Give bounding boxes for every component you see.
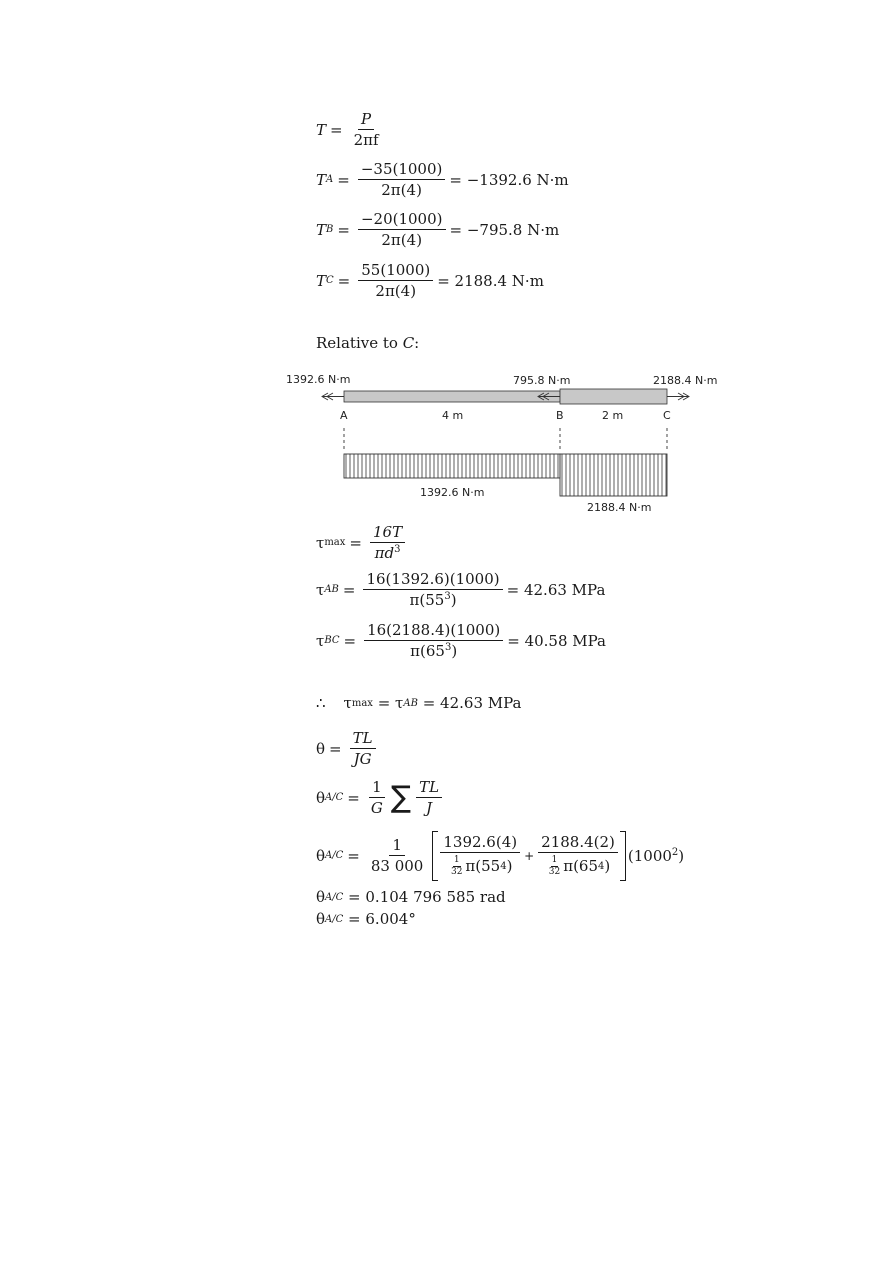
shear-bc-fraction <box>364 623 503 659</box>
den-symbol: πd <box>374 544 395 562</box>
numerator: P <box>358 112 374 130</box>
denominator: JG <box>353 750 372 768</box>
theta-symbol: θ <box>316 910 326 928</box>
length-label-ab: 4 m <box>442 409 464 422</box>
twist-sum-formula: θ A/C = $\frac{1}{G}$ ∑ $\frac{TL}{J}$ <box>316 780 446 816</box>
den-base: π(55 <box>409 591 445 609</box>
tau-symbol: τ <box>316 533 325 552</box>
numerator: 16(1392.6)(1000) <box>363 572 502 590</box>
torque-b-equation: T B = $\frac{-20(1000)}{2\pi(4)}$ = −795.8 N·m <box>316 210 560 249</box>
small-numerator: 1 <box>551 855 558 865</box>
twist-formula <box>316 731 380 767</box>
den-base: π(65 <box>410 642 445 660</box>
tau-symbol: τ <box>316 580 325 599</box>
equals-sign: = <box>349 533 362 552</box>
shear-bc-equation: τ BC = $\frac{16(2188.4)(1000)}{\pi(65^3)}$ = 40.58 MPa <box>316 621 607 660</box>
factor-close: ) <box>678 846 685 865</box>
twist-fraction <box>350 731 376 767</box>
den-base: π(55 <box>465 857 501 875</box>
numerator: −35(1000) <box>358 162 446 180</box>
den-exponent: 3 <box>394 544 401 555</box>
torque-symbol: T <box>316 120 327 139</box>
equals-sign: = <box>343 631 357 650</box>
denominator <box>372 543 404 561</box>
internal-torque-ab <box>344 454 560 478</box>
internal-label-bc: 2188.4 N·m <box>587 501 652 514</box>
denominator: 2πf <box>353 131 379 149</box>
torque-label-a: 1392.6 N·m <box>286 373 351 386</box>
relative-suffix: : <box>414 334 420 352</box>
tau-symbol: τ <box>343 694 352 712</box>
theta-symbol: θ <box>316 846 326 865</box>
summation-symbol: ∑ <box>390 780 412 815</box>
torque-arrow-c <box>667 393 689 400</box>
term-ab-fraction <box>440 835 520 877</box>
tau-ab-ref: = τ <box>372 694 404 712</box>
numerator: 55(1000) <box>358 263 433 281</box>
length-label-bc: 2 m <box>602 409 624 422</box>
point-label-a: A <box>340 409 348 422</box>
relative-point: C <box>402 334 415 352</box>
small-denominator: 32 <box>450 867 463 877</box>
shear-ab-equation: τ AB = $\frac{16(1392.6)(1000)}{\pi(55^3)}$ = 42.63 MPa <box>316 570 606 609</box>
equals-sign: = <box>330 120 343 139</box>
numerator: TL <box>416 780 442 798</box>
numerator: 1392.6(4) <box>440 835 520 853</box>
torque-label-c: 2188.4 N·m <box>653 374 718 387</box>
point-label-b: B <box>556 409 564 422</box>
den-exponent: 3 <box>444 642 452 653</box>
twist-numeric-equation: θ A/C = $\frac{1}{83 000}$ 1392.6(4) $\frac{1}{32}$ π(55 4 ) + 2188.4(2) $\frac{1}{32}$ π(65 4 ) (1000$^2$) <box>316 831 684 881</box>
torque-c-equation: T C = $\frac{55(1000)}{2\pi(4)}$ = 2188.4 N·m <box>316 261 544 300</box>
one-over-32 <box>450 856 463 877</box>
factor-exponent: 2 <box>671 846 679 858</box>
tl-over-j-fraction <box>416 780 442 816</box>
denominator: 2π(4) <box>375 282 417 300</box>
torque-symbol: T <box>316 170 327 189</box>
den-close: ) <box>450 591 457 609</box>
numerator: 16T <box>370 525 405 543</box>
factor-base: (1000 <box>627 846 672 865</box>
den-close: ) <box>451 642 458 660</box>
therefore-symbol: ∴ <box>316 694 326 712</box>
theta-symbol: θ <box>316 739 326 758</box>
shear-ab-result: = 42.63 MPa <box>506 580 606 599</box>
denominator: 2π(4) <box>381 231 423 249</box>
denominator: 83 000 <box>370 857 424 875</box>
denominator: J <box>426 799 433 817</box>
denominator: G <box>370 799 383 817</box>
denominator: 2π(4) <box>381 181 422 199</box>
numerator: 1 <box>389 838 405 856</box>
den-close: ) <box>604 857 611 875</box>
relative-prefix: Relative to <box>316 334 403 352</box>
internal-label-ab: 1392.6 N·m <box>420 486 485 499</box>
torque-diagram <box>0 0 893 520</box>
unit-factor <box>627 846 685 865</box>
one-over-32 <box>548 856 561 877</box>
twist-deg-value: = 6.004° <box>343 910 416 928</box>
plus-sign: + <box>524 849 535 863</box>
numerator: −20(1000) <box>358 212 446 230</box>
twist-rad-value: = 0.104 796 585 rad <box>343 888 506 906</box>
shear-ab-fraction <box>363 572 502 608</box>
torque-a-result: = −1392.6 N·m <box>449 170 569 189</box>
max-shear-result: = 42.63 MPa <box>417 694 522 712</box>
denominator <box>407 590 460 608</box>
small-numerator: 1 <box>453 855 460 865</box>
shear-bc-result: = 40.58 MPa <box>507 631 607 650</box>
equals-sign: = <box>329 739 342 758</box>
shear-fraction <box>370 525 405 561</box>
max-shear-conclusion: ∴ τ max = τ AB = 42.63 MPa <box>316 694 522 712</box>
twist-result-deg: θ A/C = 6.004° <box>316 910 416 928</box>
theta-symbol: θ <box>316 788 326 807</box>
torque-b-result: = −795.8 N·m <box>449 220 560 239</box>
term-bc-fraction <box>538 835 618 877</box>
guide-lines <box>344 428 667 449</box>
internal-torque-bc <box>560 454 667 496</box>
shaft-segment-ab <box>344 391 560 402</box>
shaft-segment-bc <box>560 389 667 404</box>
torque-arrow-a <box>322 393 344 400</box>
denominator: $\frac{1}{32}$ π(65 4 ) <box>548 855 611 877</box>
torque-symbol: T <box>316 220 327 239</box>
inverse-g-fraction <box>368 780 386 816</box>
torque-symbol: T <box>316 271 327 290</box>
tau-symbol: τ <box>316 631 325 650</box>
den-close: ) <box>506 857 513 875</box>
torque-a-equation: T A = $\frac{-35(1000)}{2\pi(4)}$ = −1392.6 N·m <box>316 160 569 199</box>
equals-sign: = <box>347 788 360 807</box>
equals-sign: = <box>337 271 351 290</box>
equals-sign: = <box>337 170 350 189</box>
denominator: $\frac{1}{32}$ π(55 4 ) <box>450 855 513 877</box>
inverse-modulus-fraction <box>368 838 427 874</box>
bracket-group <box>432 831 626 881</box>
equals-sign: = <box>337 220 350 239</box>
den-base: π(65 <box>563 857 599 875</box>
numerator: 16(2188.4)(1000) <box>364 623 503 641</box>
equals-sign: = <box>342 580 356 599</box>
torque-c-result: = 2188.4 N·m <box>437 271 544 290</box>
shear-formula: τ max = $\frac{16T}{\pi d^3}$ <box>316 525 409 561</box>
numerator: 2188.4(2) <box>538 835 618 853</box>
small-denominator: 32 <box>548 867 561 877</box>
den-exponent: 3 <box>444 591 451 602</box>
numerator: 1 <box>369 780 385 798</box>
numerator: TL <box>350 731 376 749</box>
torque-label-b: 795.8 N·m <box>513 374 571 387</box>
equals-sign: = <box>347 846 360 865</box>
twist-result-rad: θ A/C = 0.104 796 585 rad <box>316 888 506 906</box>
point-label-c: C <box>663 409 671 422</box>
denominator <box>407 641 460 659</box>
theta-symbol: θ <box>316 888 326 906</box>
